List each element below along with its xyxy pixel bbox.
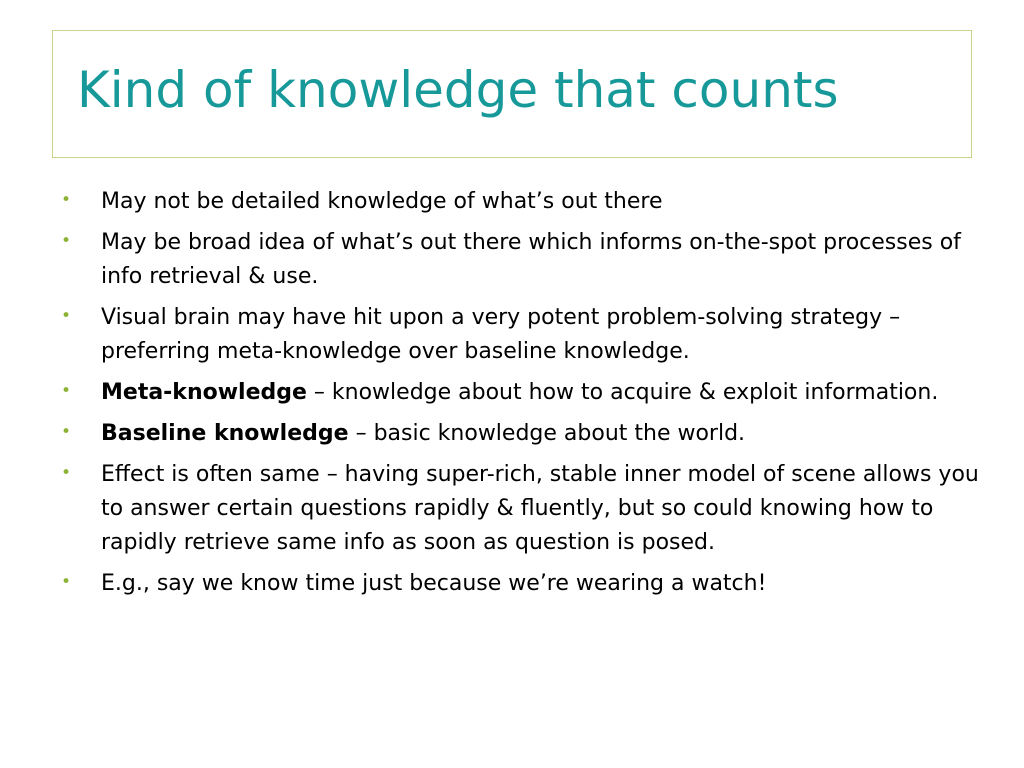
bullet-dot-icon: • xyxy=(61,306,72,326)
bullet-item-4 xyxy=(60,376,980,410)
bullet-item-1 xyxy=(60,185,980,219)
bullet-dot-icon: • xyxy=(61,422,72,442)
bullet-dot-icon: • xyxy=(61,463,72,483)
bullet-dot-icon: • xyxy=(61,572,72,592)
bullet-text: May be broad idea of what’s out there which informs on-the-spot processes of info retrieval & use. xyxy=(101,230,961,289)
bullet-text: May not be detailed knowledge of what’s out there xyxy=(101,189,663,214)
bullet-dot-icon: • xyxy=(61,190,72,210)
bullet-text: Effect is often same – having super-rich, stable inner model of scene allows you to answer certain questions rapidly & fluently, but so could knowing how to rapidly retrieve same info as soon as question is posed. xyxy=(101,462,979,555)
title-box xyxy=(52,30,972,158)
bullet-list xyxy=(60,185,980,608)
bullet-item-2 xyxy=(60,226,980,294)
bullet-item-5 xyxy=(60,417,980,451)
bullet-text: – knowledge about how to acquire & exploit information. xyxy=(306,380,939,405)
bullet-text: – basic knowledge about the world. xyxy=(348,421,746,446)
bullet-item-6 xyxy=(60,458,980,560)
slide-title: Kind of knowledge that counts xyxy=(77,61,839,119)
bullet-term: Meta-knowledge xyxy=(101,380,307,405)
bullet-item-7 xyxy=(60,567,980,601)
bullet-text: Visual brain may have hit upon a very potent problem-solving strategy – preferring meta-knowledge over baseline knowledge. xyxy=(101,305,901,364)
bullet-dot-icon: • xyxy=(61,231,72,251)
bullet-dot-icon: • xyxy=(61,381,72,401)
bullet-item-3 xyxy=(60,301,980,369)
bullet-text: E.g., say we know time just because we’re wearing a watch! xyxy=(101,571,767,596)
bullet-term: Baseline knowledge xyxy=(101,421,349,446)
